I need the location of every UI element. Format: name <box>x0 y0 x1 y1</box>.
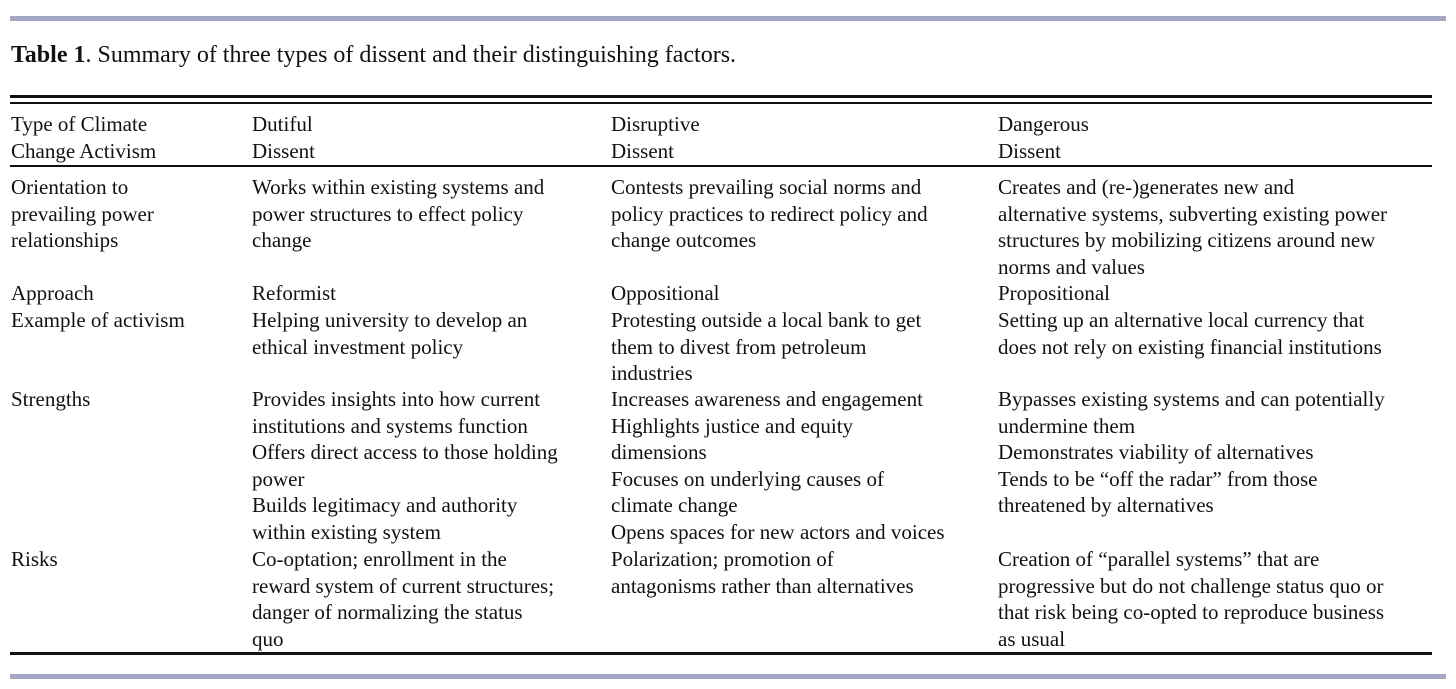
table-caption-text: . Summary of three types of dissent and their distinguishing factors. <box>85 42 737 68</box>
row-risks-dangerous <box>998 546 1384 652</box>
row-risks-dutiful <box>252 546 554 652</box>
cell-line: change <box>252 228 312 252</box>
row-risks-disruptive <box>611 546 914 599</box>
cell-line: Bypasses existing systems and can potentially <box>998 387 1385 411</box>
row-strengths-disruptive <box>611 386 945 545</box>
cell-line: dimensions <box>611 440 707 464</box>
cell-line: Offers direct access to those holding <box>252 440 558 464</box>
cell-line: Strengths <box>11 387 91 411</box>
cell-line: quo <box>252 626 284 651</box>
row-orientation-dutiful <box>252 174 544 254</box>
top-border-bar <box>10 16 1446 21</box>
cell-line: Builds legitimacy and authority <box>252 493 518 517</box>
row-example-dutiful <box>252 307 527 360</box>
cell-line: Tends to be “off the radar” from those <box>998 466 1318 491</box>
cell-line: Creation of “parallel systems” that are <box>998 547 1320 571</box>
cell-line: progressive but do not challenge status quo or <box>998 573 1384 598</box>
table-top-rule <box>10 95 1432 98</box>
header-cell-disruptive <box>611 111 700 164</box>
cell-line: institutions and systems function <box>252 413 528 438</box>
cell-line: power <box>252 466 305 491</box>
cell-line: Co-optation; enrollment in the <box>252 547 507 571</box>
row-approach-dutiful <box>252 280 336 307</box>
cell-line: Propositional <box>998 281 1111 305</box>
bottom-border-bar <box>10 674 1446 679</box>
cell-line: Contests prevailing social norms and <box>611 175 922 199</box>
cell-line: Protesting outside a local bank to get <box>611 308 922 332</box>
cell-line: undermine them <box>998 413 1136 438</box>
row-risks-label <box>11 546 58 573</box>
cell-line: policy practices to redirect policy and <box>611 201 928 226</box>
cell-line: Increases awareness and engagement <box>611 387 923 411</box>
header-line: Dissent <box>252 138 315 163</box>
cell-line: structures by mobilizing citizens around new <box>998 228 1376 252</box>
header-line: Type of Climate <box>11 112 148 136</box>
cell-line: Provides insights into how current <box>252 387 541 411</box>
row-approach-label <box>11 280 94 307</box>
cell-line: alternative systems, subverting existing power <box>998 201 1388 226</box>
cell-line: Helping university to develop an <box>252 308 528 332</box>
cell-line: norms and values <box>998 254 1145 279</box>
cell-line: Polarization; promotion of <box>611 547 834 571</box>
header-bottom-rule <box>10 165 1432 167</box>
table-label: Table 1 <box>11 42 86 68</box>
cell-line: danger of normalizing the status <box>252 600 523 624</box>
cell-line: relationships <box>11 228 119 252</box>
header-line: Change Activism <box>11 138 157 163</box>
cell-line: within existing system <box>252 519 441 544</box>
header-line: Dissent <box>998 138 1061 163</box>
cell-line: Risks <box>11 547 58 571</box>
row-orientation-label <box>11 174 154 254</box>
cell-line: threatened by alternatives <box>998 493 1214 517</box>
cell-line: prevailing power <box>11 201 154 226</box>
cell-line: Highlights justice and equity <box>611 413 854 438</box>
header-line: Dissent <box>611 138 674 163</box>
cell-line: ethical investment policy <box>252 334 464 359</box>
row-example-label <box>11 307 185 334</box>
cell-line: antagonisms rather than alternatives <box>611 573 914 598</box>
row-example-disruptive <box>611 307 921 387</box>
row-example-dangerous <box>998 307 1382 360</box>
cell-line: Approach <box>11 281 94 305</box>
header-cell-dangerous <box>998 111 1089 164</box>
header-cell-type <box>11 111 156 164</box>
cell-line: power structures to effect policy <box>252 201 524 226</box>
cell-line: Orientation to <box>11 175 129 199</box>
table-top-rule-inner <box>10 102 1432 104</box>
cell-line: Creates and (re-)generates new and <box>998 175 1295 199</box>
cell-line: Reformist <box>252 281 336 305</box>
cell-line: that risk being co-opted to reproduce business <box>998 600 1385 624</box>
cell-line: Demonstrates viability of alternatives <box>998 440 1314 464</box>
cell-line: climate change <box>611 493 738 517</box>
cell-line: change outcomes <box>611 228 757 252</box>
header-line: Dangerous <box>998 112 1089 136</box>
table-caption <box>11 40 736 70</box>
cell-line: Opens spaces for new actors and voices <box>611 519 945 544</box>
cell-line: reward system of current structures; <box>252 573 555 598</box>
row-orientation-dangerous <box>998 174 1387 280</box>
cell-line: Oppositional <box>611 281 720 305</box>
row-strengths-dangerous <box>998 386 1385 519</box>
row-strengths-dutiful <box>252 386 558 545</box>
cell-line: Setting up an alternative local currency that <box>998 308 1365 332</box>
header-line: Dutiful <box>252 112 313 136</box>
cell-line: Focuses on underlying causes of <box>611 466 884 491</box>
cell-line: Example of activism <box>11 308 185 332</box>
cell-line: as usual <box>998 626 1066 651</box>
row-strengths-label <box>11 386 90 413</box>
row-orientation-disruptive <box>611 174 928 254</box>
table-bottom-rule <box>10 652 1432 655</box>
cell-line: Works within existing systems and <box>252 175 545 199</box>
cell-line: does not rely on existing financial institutions <box>998 334 1382 359</box>
row-approach-dangerous <box>998 280 1110 307</box>
cell-line: industries <box>611 361 693 385</box>
row-approach-disruptive <box>611 280 720 307</box>
header-cell-dutiful <box>252 111 315 164</box>
header-line: Disruptive <box>611 112 700 136</box>
cell-line: them to divest from petroleum <box>611 334 867 359</box>
